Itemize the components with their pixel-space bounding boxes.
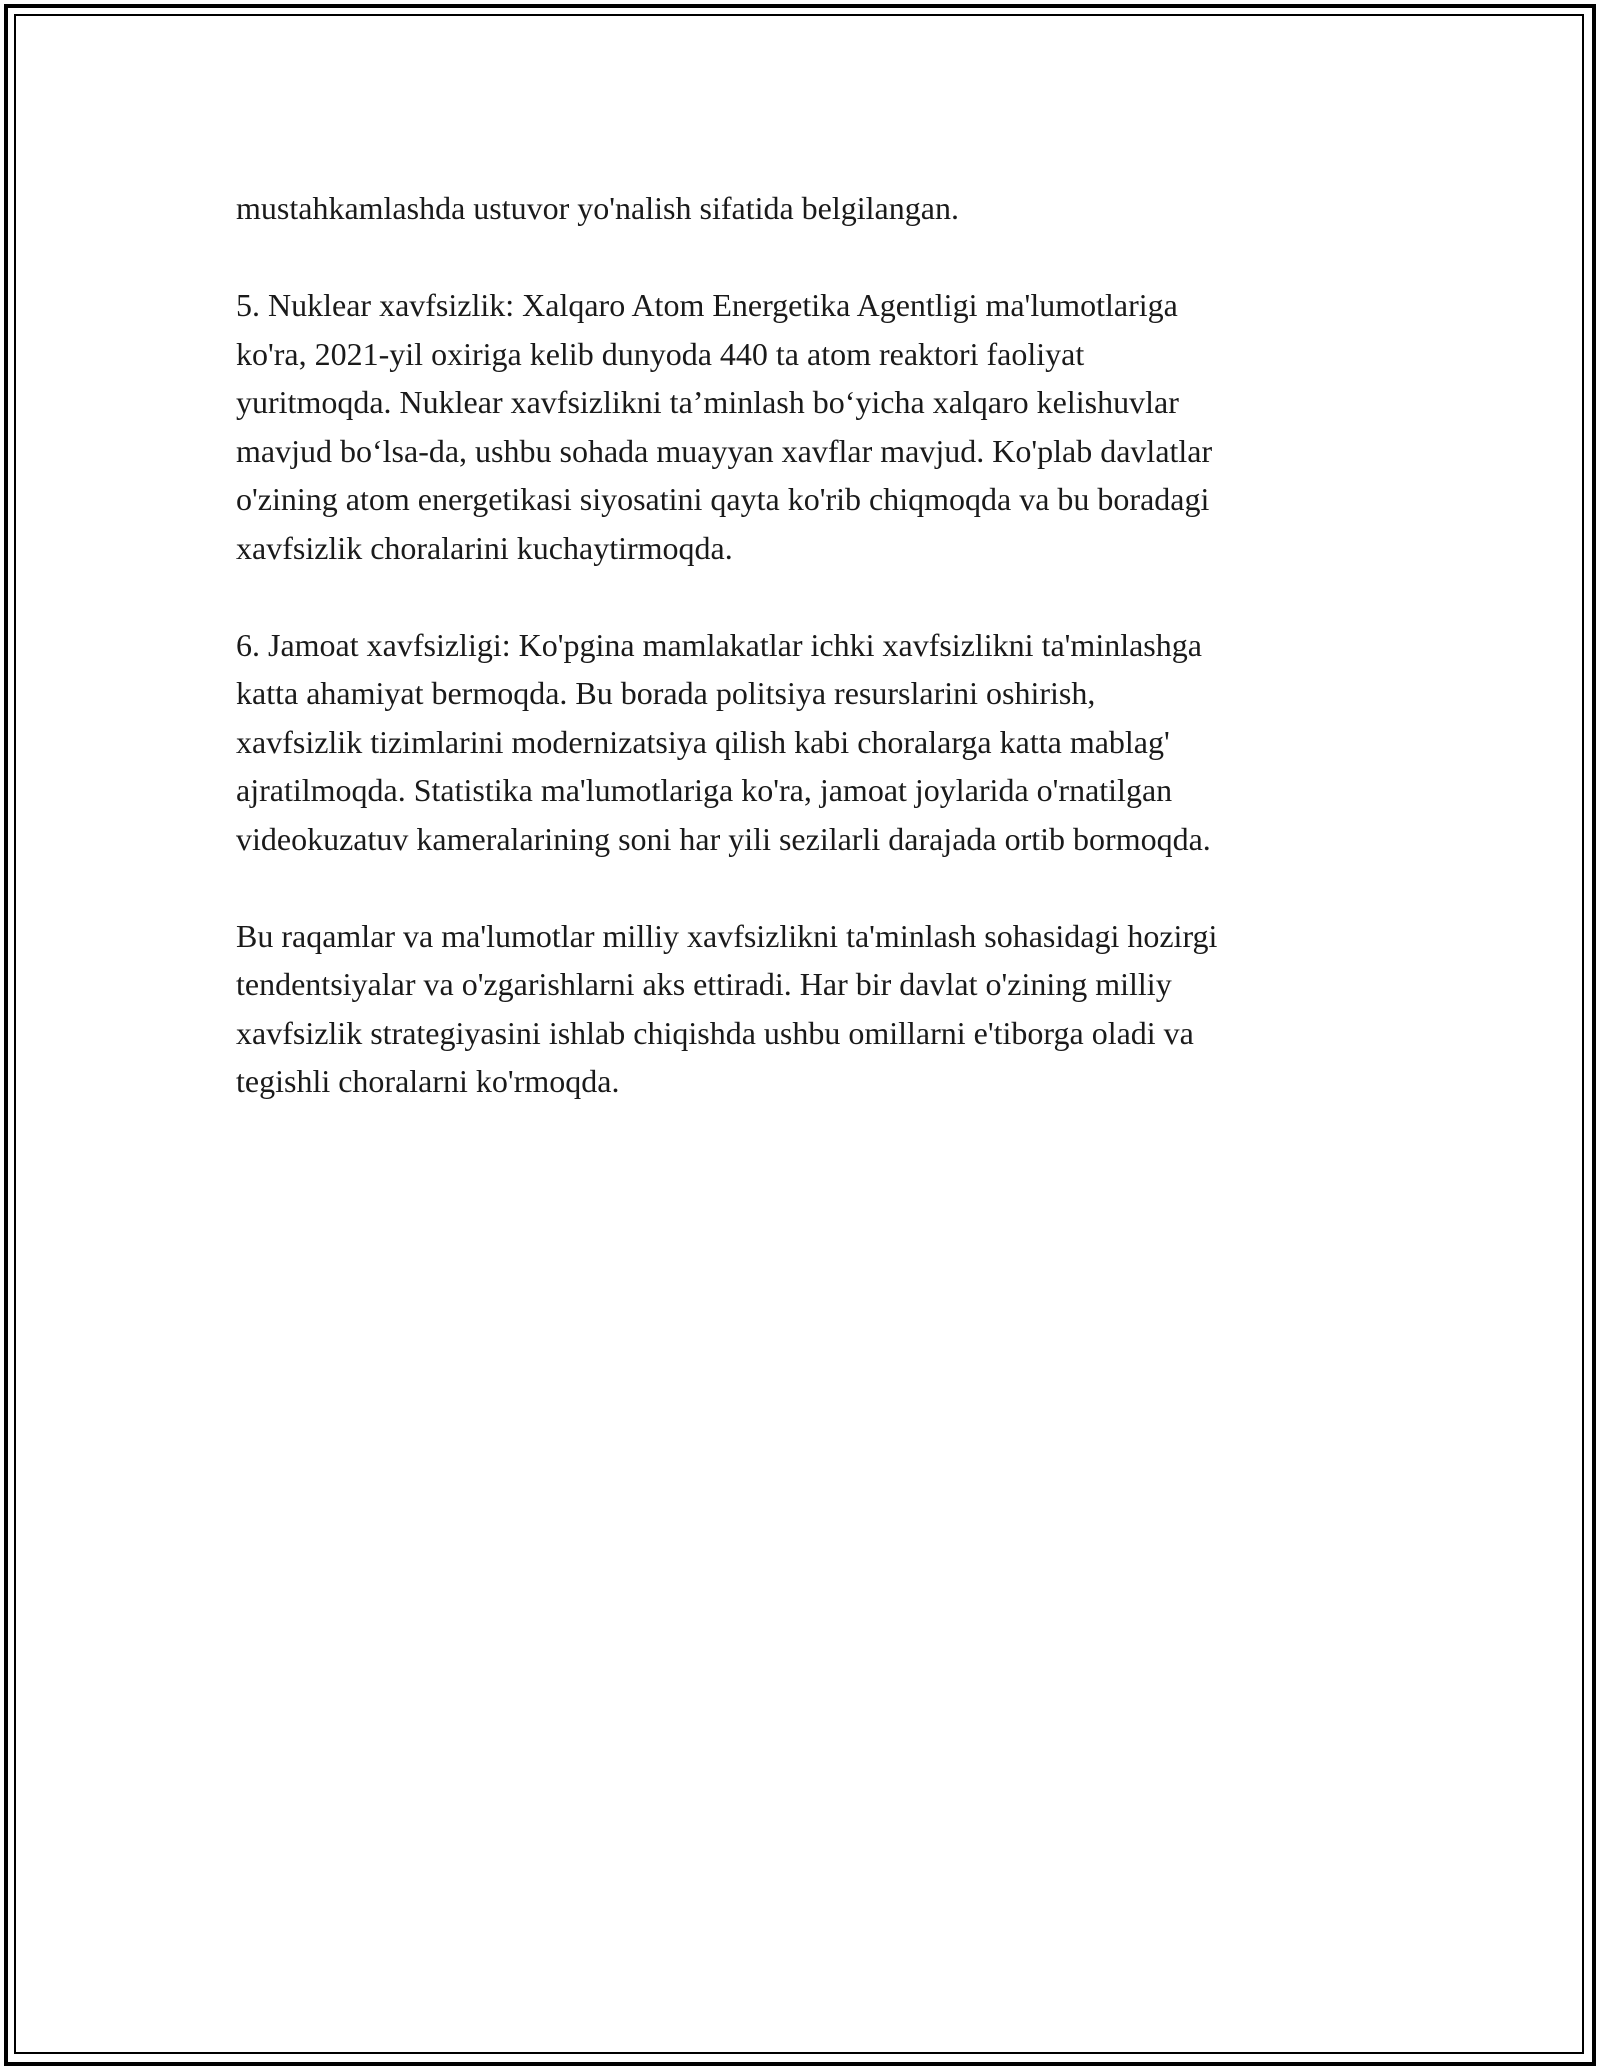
text-line: xavfsizlik tizimlarini modernizatsiya qilish kabi choralarga katta mablag' [236,723,1170,760]
text-line: tegishli choralarni ko'rmoqda. [236,1063,620,1099]
text-line: 6. Jamoat xavfsizligi: Ko'pgina mamlakatlar ichki xavfsizlikni ta'minlashga [236,626,1202,663]
text-line: mavjud bo‘lsa-da, ushbu sohada muayyan xavflar mavjud. Ko'plab davlatlar [236,432,1213,469]
paragraph-conclusion [236,912,1416,1106]
text-line: Bu raqamlar va ma'lumotlar milliy xavfsizlikni ta'minlash sohasidagi hozirgi [236,917,1218,954]
paragraph-nuclear-security [236,281,1416,572]
text-line: katta ahamiyat bermoqda. Bu borada politsiya resurslarini oshirish, [236,675,1096,711]
document-body [236,184,1416,1154]
text-line: ajratilmoqda. Statistika ma'lumotlariga ko'ra, jamoat joylarida o'rnatilgan [236,772,1173,808]
paragraph-continuation [236,184,1416,233]
text-line: tendentsiyalar va o'zgarishlarni aks ettiradi. Har bir davlat o'zining milliy [236,966,1172,1002]
text-line: videokuzatuv kameralarining soni har yili sezilarli darajada ortib bormoqda. [236,820,1211,857]
text-line: yuritmoqda. Nuklear xavfsizlikni ta’minlash bo‘yicha xalqaro kelishuvlar [236,384,1179,420]
paragraph-public-security [236,621,1416,864]
text-line: mustahkamlashda ustuvor yo'nalish sifatida belgilangan. [236,190,959,226]
text-line: 5. Nuklear xavfsizlik: Xalqaro Atom Energetika Agentligi ma'lumotlariga [236,287,1178,323]
text-line: o'zining atom energetikasi siyosatini qayta ko'rib chiqmoqda va bu boradagi [236,481,1210,517]
text-line: xavfsizlik choralarini kuchaytirmoqda. [236,529,733,566]
text-line: xavfsizlik strategiyasini ishlab chiqishda ushbu omillarni e'tiborga oladi va [236,1014,1194,1051]
text-line: ko'ra, 2021-yil oxiriga kelib dunyoda 440 ta atom reaktori faoliyat [236,335,1085,372]
